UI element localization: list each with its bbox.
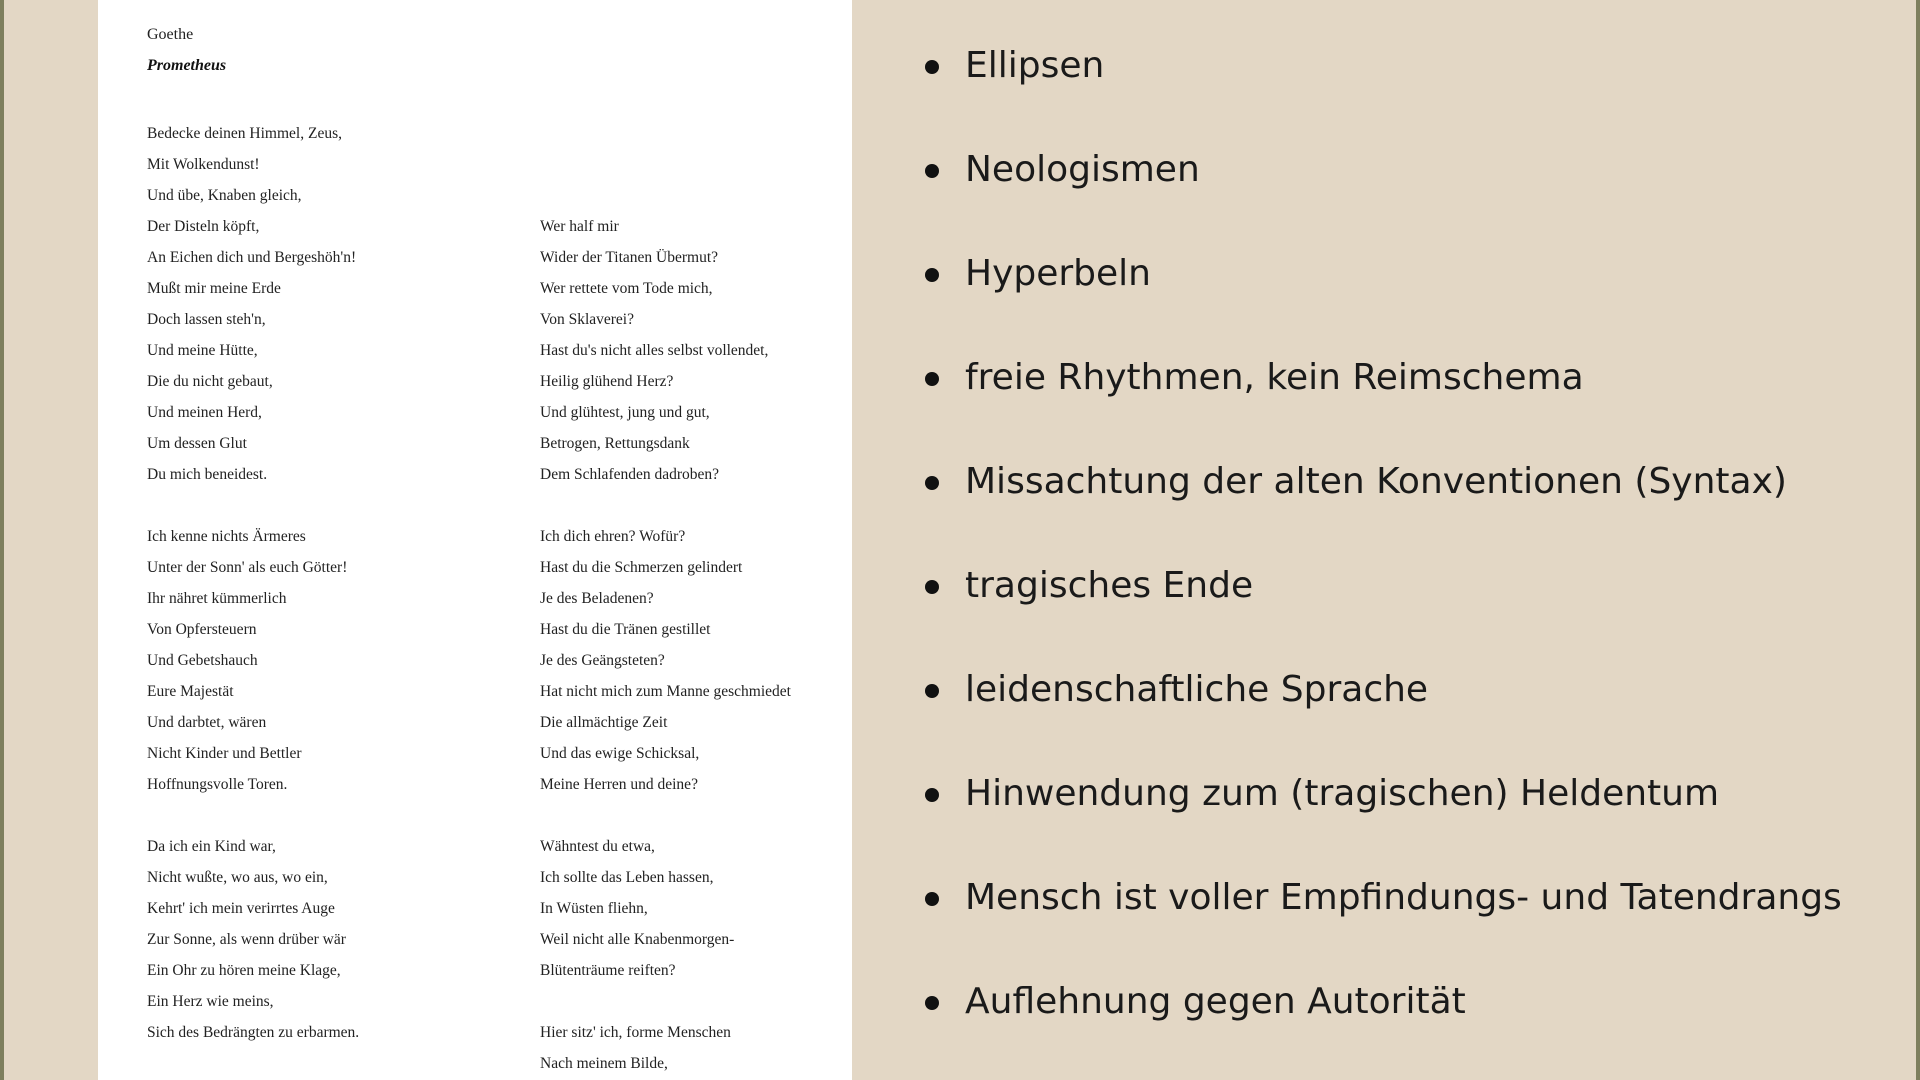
poem-right-column [540, 118, 791, 1079]
poem-line: An Eichen dich und Bergeshöh'n! [147, 249, 357, 266]
bullet-dot-icon [925, 476, 939, 490]
poem-line [540, 490, 791, 521]
poem-line: Hoffnungsvolle Toren. [147, 776, 288, 793]
poem-line: Ich sollte das Leben hassen, [540, 869, 714, 886]
bullet-text: leidenschaftliche Sprache [965, 669, 1429, 710]
poem-line: Hast du's nicht alles selbst vollendet, [540, 342, 769, 359]
bullet-dot-icon [925, 60, 939, 74]
poem-line: Zur Sonne, als wenn drüber wär [147, 931, 346, 948]
bullet-item [925, 560, 1855, 612]
poem-line: Und glühtest, jung und gut, [540, 404, 710, 421]
poem-line: In Wüsten fliehn, [540, 900, 648, 917]
poem-line: Betrogen, Rettungsdank [540, 435, 690, 452]
bullet-item [925, 664, 1855, 716]
poem-line [147, 490, 359, 521]
poem-line: Und Gebetshauch [147, 652, 258, 669]
poem-line: Kehrt' ich mein verirrtes Auge [147, 900, 335, 917]
poem-line: Ihr nähret kümmerlich [147, 590, 287, 607]
poem-line: Und übe, Knaben gleich, [147, 187, 302, 204]
poem-title: Prometheus [147, 57, 227, 74]
poem-line: Und meinen Herd, [147, 404, 262, 421]
bullet-text: Ellipsen [965, 45, 1105, 86]
bullet-item [925, 872, 1855, 924]
bullet-item [925, 976, 1855, 1028]
poem-line: Weil nicht alle Knabenmorgen- [540, 931, 735, 948]
poem-line: Nicht wußte, wo aus, wo ein, [147, 869, 328, 886]
bullet-dot-icon [925, 164, 939, 178]
bullet-text: Hyperbeln [965, 253, 1151, 294]
poem-line [540, 180, 791, 211]
bullet-text: Mensch ist voller Empfindungs- und Tatendrangs [965, 877, 1842, 918]
bullet-dot-icon [925, 580, 939, 594]
poem-left-column [147, 118, 359, 1048]
poem-line: Wer rettete vom Tode mich, [540, 280, 713, 297]
poem-line: Und darbtet, wären [147, 714, 267, 731]
poem-line: Hier sitz' ich, forme Menschen [540, 1024, 731, 1041]
poem-line: Von Sklaverei? [540, 311, 634, 328]
poem-line: Und meine Hütte, [147, 342, 258, 359]
right-border-strip [1916, 0, 1920, 1080]
bullet-item [925, 768, 1855, 820]
poem-line: Nicht Kinder und Bettler [147, 745, 302, 762]
poem-line: Da ich ein Kind war, [147, 838, 276, 855]
bullet-item [925, 456, 1855, 508]
poem-line: Sich des Bedrängten zu erbarmen. [147, 1024, 360, 1041]
poem-line [540, 986, 791, 1017]
bullet-dot-icon [925, 268, 939, 282]
poem-line: Hat nicht mich zum Manne geschmiedet [540, 683, 791, 700]
poem-line [540, 149, 791, 180]
poem-line: Der Disteln köpft, [147, 218, 260, 235]
poem-line [540, 118, 791, 149]
poem-line: Blütenträume reiften? [540, 962, 676, 979]
bullet-text: freie Rhythmen, kein Reimschema [965, 357, 1584, 398]
poem-line: Wider der Titanen Übermut? [540, 249, 719, 266]
poem-line [540, 800, 791, 831]
bullet-item [925, 40, 1855, 92]
poem-line: Wähntest du etwa, [540, 838, 655, 855]
poem-line: Je des Geängsteten? [540, 652, 665, 669]
poem-line [147, 800, 359, 831]
bullet-item [925, 352, 1855, 404]
poem-line: Hast du die Schmerzen gelindert [540, 559, 743, 576]
left-border-strip [0, 0, 98, 1080]
poem-line: Meine Herren und deine? [540, 776, 698, 793]
bullet-dot-icon [925, 372, 939, 386]
bullet-item [925, 248, 1855, 300]
bullet-dot-icon [925, 892, 939, 906]
bullet-dot-icon [925, 788, 939, 802]
bullet-text: tragisches Ende [965, 565, 1254, 606]
bullet-text: Missachtung der alten Konventionen (Syntax) [965, 461, 1787, 502]
bullet-text: Hinwendung zum (tragischen) Heldentum [965, 773, 1720, 814]
poem-line: Bedecke deinen Himmel, Zeus, [147, 125, 342, 142]
poem-line: Wer half mir [540, 218, 619, 235]
poem-line: Dem Schlafenden dadroben? [540, 466, 720, 483]
bullet-dot-icon [925, 996, 939, 1010]
poem-line: Ich dich ehren? Wofür? [540, 528, 686, 545]
poem-line: Und das ewige Schicksal, [540, 745, 700, 762]
poem-line: Eure Majestät [147, 683, 234, 700]
poem-line: Unter der Sonn' als euch Götter! [147, 559, 348, 576]
poem-line: Je des Beladenen? [540, 590, 654, 607]
poem-line: Ein Herz wie meins, [147, 993, 274, 1010]
poem-author: Goethe [147, 26, 194, 43]
bullet-dot-icon [925, 684, 939, 698]
poem-line: Ein Ohr zu hören meine Klage, [147, 962, 341, 979]
poem-line: Hast du die Tränen gestillet [540, 621, 711, 638]
poem-line: Die du nicht gebaut, [147, 373, 273, 390]
bullet-text: Auflehnung gegen Autorität [965, 981, 1466, 1022]
poem-line: Die allmächtige Zeit [540, 714, 668, 731]
poem-line: Du mich beneidest. [147, 466, 268, 483]
poem-line: Von Opfersteuern [147, 621, 257, 638]
poem-line: Heilig glühend Herz? [540, 373, 674, 390]
poem-line: Mit Wolkendunst! [147, 156, 260, 173]
poem-line: Mußt mir meine Erde [147, 280, 281, 297]
poem-line: Doch lassen steh'n, [147, 311, 266, 328]
poem-line: Um dessen Glut [147, 435, 247, 452]
poem-document [98, 0, 852, 1080]
bullet-text: Neologismen [965, 149, 1200, 190]
poem-line: Nach meinem Bilde, [540, 1055, 668, 1072]
bullet-item [925, 144, 1855, 196]
poem-line: Ich kenne nichts Ärmeres [147, 528, 306, 545]
